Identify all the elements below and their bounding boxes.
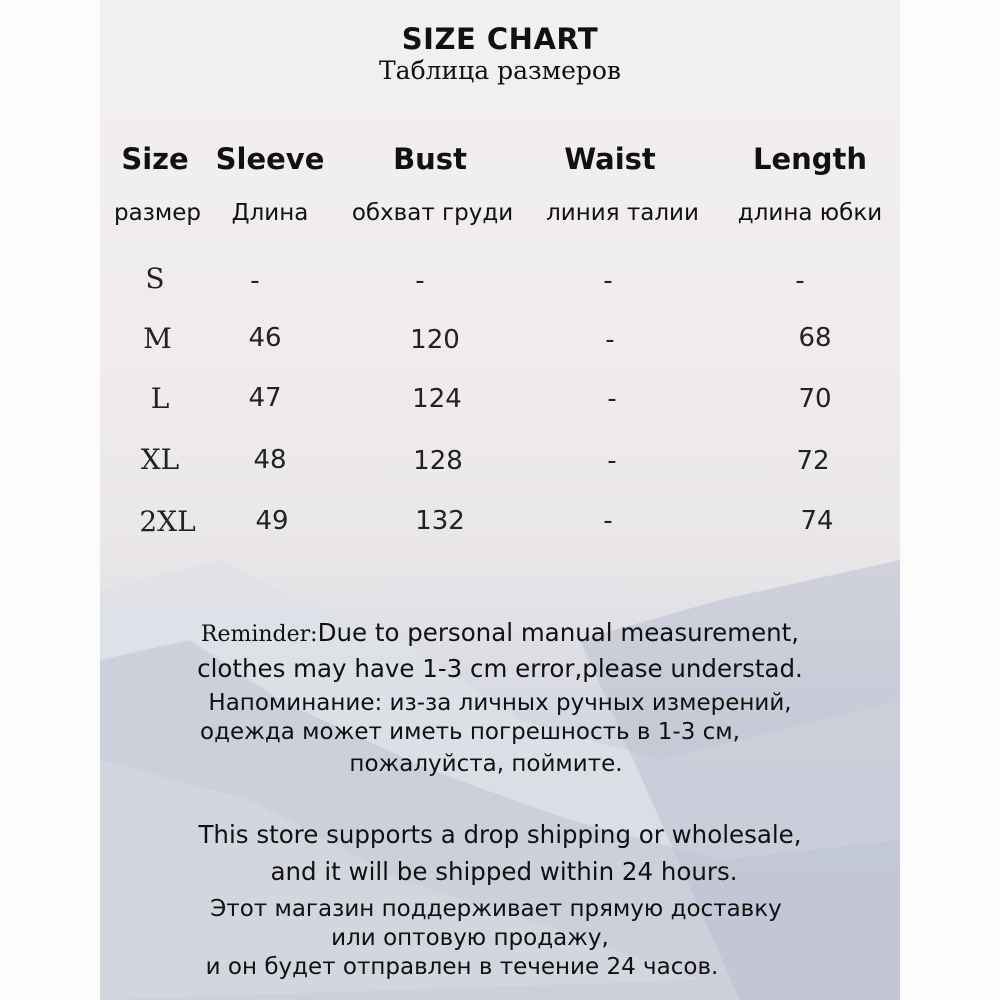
- header-length: Length: [752, 142, 868, 176]
- table-cell-waist: -: [605, 325, 615, 355]
- table-cell-bust: -: [415, 266, 425, 296]
- header-bust-ru: обхват груди: [351, 200, 514, 226]
- header-sleeve-ru: Длина: [231, 200, 309, 226]
- table-cell-length: 72: [796, 446, 830, 476]
- table-cell-bust: 132: [415, 506, 465, 536]
- header-sleeve: Sleeve: [215, 142, 325, 176]
- page-title: SIZE CHART: [401, 22, 599, 56]
- header-waist-ru: линия талии: [546, 200, 699, 226]
- right-margin: [900, 0, 1000, 1000]
- header-size: Size: [121, 142, 189, 176]
- reminder-line-1: [0, 618, 1000, 647]
- table-cell-bust: 128: [413, 446, 463, 476]
- reminder-label: Reminder:: [200, 622, 318, 647]
- table-cell-length: -: [795, 266, 805, 296]
- table-cell-size: 2XL: [139, 505, 196, 538]
- reminder-text: Due to personal manual measurement,: [317, 618, 800, 647]
- store-ru-line-2: или оптовую продажу,: [331, 925, 609, 951]
- reminder-ru-line-3: пожалуйста, поймите.: [349, 751, 623, 777]
- header-bust: Bust: [393, 142, 467, 176]
- reminder-ru-line-1: Напоминание: из-за личных ручных измерений,: [208, 690, 792, 716]
- table-cell-length: 70: [798, 384, 832, 414]
- left-margin: [0, 0, 100, 1000]
- header-waist: Waist: [564, 142, 656, 176]
- table-cell-length: 68: [798, 323, 832, 353]
- table-cell-waist: -: [603, 506, 613, 536]
- store-line-2: and it will be shipped within 24 hours.: [270, 857, 738, 886]
- table-cell-size: XL: [140, 443, 180, 476]
- store-line-1: This store supports a drop shipping or wholesale,: [198, 820, 802, 849]
- table-cell-bust: 120: [410, 325, 460, 355]
- reminder-ru-line-2: одежда может иметь погрешность в 1-3 см,: [200, 719, 740, 745]
- table-cell-waist: -: [603, 266, 613, 296]
- table-cell-waist: -: [607, 384, 617, 414]
- table-cell-bust: 124: [412, 384, 462, 414]
- store-ru-line-1: Этот магазин поддерживает прямую доставку: [210, 896, 782, 922]
- page-subtitle: Таблица размеров: [378, 56, 622, 85]
- table-cell-size: M: [143, 322, 172, 355]
- table-cell-sleeve: 46: [248, 323, 282, 353]
- table-cell-waist: -: [607, 446, 617, 476]
- table-cell-size: L: [150, 382, 170, 415]
- table-cell-sleeve: -: [250, 266, 260, 296]
- table-cell-length: 74: [800, 506, 834, 536]
- header-length-ru: длина юбки: [737, 200, 883, 226]
- reminder-line-2: clothes may have 1-3 cm error,please understad.: [197, 654, 803, 683]
- table-cell-sleeve: 47: [248, 383, 282, 413]
- header-size-ru: размер: [113, 200, 202, 226]
- table-cell-sleeve: 49: [255, 506, 289, 536]
- store-ru-line-3: и он будет отправлен в течение 24 часов.: [205, 954, 719, 980]
- table-cell-size: S: [145, 262, 165, 295]
- table-cell-sleeve: 48: [253, 445, 287, 475]
